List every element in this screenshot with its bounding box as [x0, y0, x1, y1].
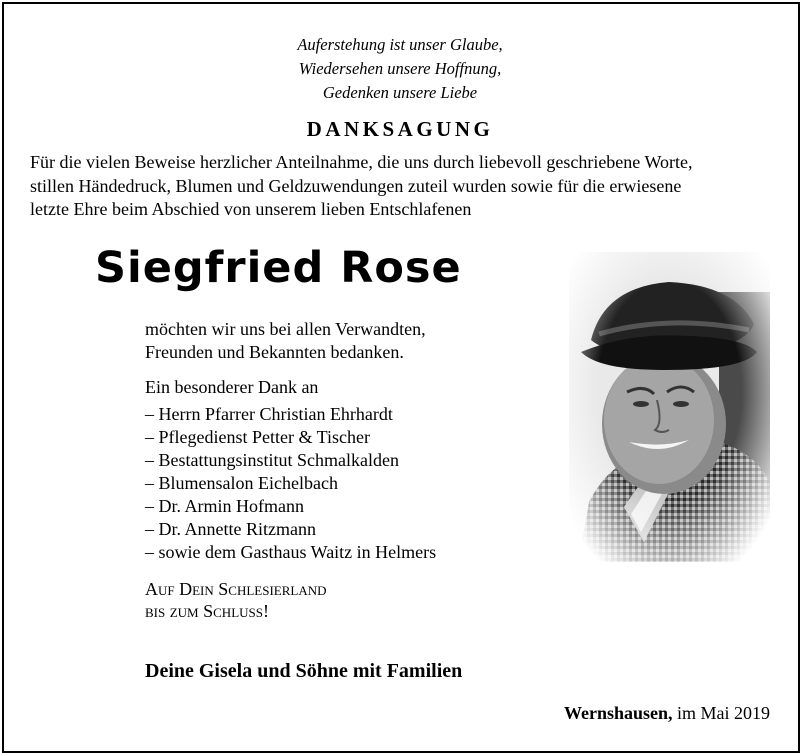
- closing-verse-line: Auf Dein Schlesierland: [145, 579, 327, 599]
- signature: Deine Gisela und Söhne mit Familien: [145, 660, 463, 682]
- intro-paragraph: [30, 151, 790, 222]
- intro-line: Für die vielen Beweise herzlicher Anteilnahme, die uns durch liebevoll geschriebene Worte,: [30, 152, 693, 172]
- list-item: – Dr. Armin Hofmann: [145, 496, 304, 516]
- closing-verse-line: bis zum Schluss!: [145, 601, 269, 621]
- list-item: – Bestattungsinstitut Schmalkalden: [145, 450, 399, 470]
- motto-line: Auferstehung ist unser Glaube,: [297, 35, 503, 54]
- thanks-line: möchten wir uns bei allen Verwandten,: [145, 319, 426, 339]
- page-title: DANKSAGUNG: [306, 117, 494, 141]
- footer-place: Wernshausen,: [563, 703, 673, 723]
- footer-place-date: [564, 703, 770, 724]
- portrait-photo: [569, 252, 770, 562]
- list-item: – Blumensalon Eichelbach: [145, 473, 338, 493]
- motto-line: Gedenken unsere Liebe: [322, 83, 478, 102]
- footer-date: im Mai 2019: [677, 703, 770, 723]
- list-item: – Pflegedienst Petter & Tischer: [145, 427, 370, 447]
- motto-line: Wiedersehen unsere Hoffnung,: [298, 59, 502, 78]
- list-item: – Herrn Pfarrer Christian Ehrhardt: [145, 404, 393, 424]
- list-item: – Dr. Annette Ritzmann: [145, 519, 316, 539]
- list-item: – sowie dem Gasthaus Waitz in Helmers: [145, 542, 437, 562]
- intro-line: stillen Händedruck, Blumen und Geldzuwendungen zuteil wurden sowie für die erwiesene: [30, 175, 682, 196]
- thanks-line: Freunden und Bekannten bedanken.: [145, 342, 404, 362]
- special-thanks-intro: Ein besonderer Dank an: [145, 377, 319, 397]
- deceased-name: Siegfried Rose: [95, 243, 462, 293]
- thanks-section: [145, 318, 436, 622]
- intro-line: letzte Ehre beim Abschied von unserem lieben Entschlafenen: [30, 199, 472, 219]
- motto-verse: [0, 33, 800, 105]
